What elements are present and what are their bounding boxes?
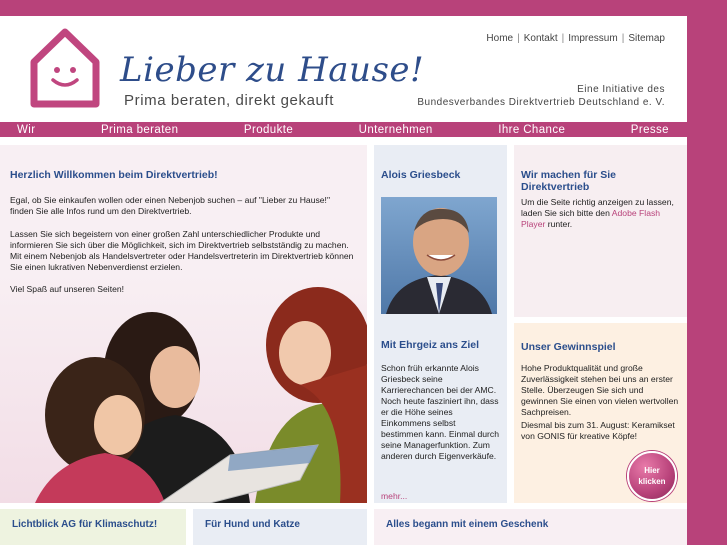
contest-paragraph-2: Diesmal bis zum 31. August: Keramikset von GONIS für kreative Köpfe! <box>521 420 675 441</box>
main-navigation <box>0 122 687 137</box>
teaser-geschenk-title: Alles begann mit einem Geschenk <box>386 519 549 530</box>
testimonial-heading: Mit Ehrgeiz ans Ziel <box>381 339 480 351</box>
nav-prima-beraten[interactable]: Prima beraten <box>100 123 179 136</box>
flash-panel-heading: Wir machen für Sie Direktvertrieb <box>521 169 617 193</box>
flash-panel-text <box>521 197 681 230</box>
testimonial-name: Alois Griesbeck <box>381 169 461 181</box>
flash-player-link[interactable]: Adobe Flash Player <box>521 208 661 229</box>
topnav-kontakt[interactable]: Kontakt <box>523 33 558 44</box>
cta-line1: Hier <box>644 466 660 475</box>
nav-presse[interactable]: Presse <box>630 123 669 136</box>
testimonial-panel <box>374 145 507 503</box>
women-reading-photo <box>0 275 367 503</box>
top-navigation: Home | Kontakt | Impressum | Sitemap <box>486 33 665 44</box>
teaser-hund-katze-title: Für Hund und Katze <box>205 519 300 530</box>
welcome-paragraph-1: Egal, ob Sie einkaufen wollen oder einen Nebenjob suchen – auf "Lieber zu Hause!" finden Sie alle Infos rund um den Direktvertrieb. <box>10 195 330 216</box>
initiative-note <box>417 83 665 109</box>
welcome-panel <box>0 145 367 503</box>
page <box>0 16 687 545</box>
teaser-lichtblick-title: Lichtblick AG für Klimaschutz! <box>12 519 158 530</box>
teaser-geschenk[interactable] <box>374 509 687 545</box>
nav-unternehmen[interactable]: Unternehmen <box>358 123 433 136</box>
logo-title[interactable]: Lieber zu Hause! <box>120 50 425 90</box>
contest-paragraph-1: Hohe Produktqualität und große Zuverlässigkeit stehen bei uns an erster Stelle. Überzeugen Sie sich und gewinnen Sie einen von vielen wertvollen Sachpreisen. <box>521 363 679 417</box>
initiative-line1: Eine Initiative des <box>577 84 665 95</box>
contest-panel <box>514 323 687 503</box>
teaser-lichtblick[interactable] <box>0 509 186 545</box>
flash-text-after: runter. <box>547 219 573 229</box>
nav-wir[interactable]: Wir <box>17 123 36 136</box>
contest-heading: Unser Gewinnspiel <box>521 341 616 353</box>
topnav-home[interactable]: Home <box>486 33 514 44</box>
portrait-photo <box>381 197 497 314</box>
more-link[interactable]: mehr... <box>381 491 408 501</box>
welcome-paragraph-2: Lassen Sie sich begeistern von einer großen Zahl unterschiedlicher Produkte und informieren Sie sich über die Möglichkeit, sich im Direktvertrieb selbstständig zu machen. Mit einem Nebenjob als Handelsvertreter oder Handelsvertreterin im Direktvertrieb können Sie einen lukrativen Nebenverdienst erzielen. <box>10 229 354 272</box>
topnav-impressum[interactable]: Impressum <box>568 33 618 44</box>
logo-tagline: Prima beraten, direkt gekauft <box>124 92 334 109</box>
welcome-heading: Herzlich Willkommen beim Direktvertrieb! <box>10 169 218 181</box>
flash-panel <box>514 145 687 317</box>
initiative-line2: Bundesverbandes Direktvertrieb Deutschland e. V. <box>417 97 665 108</box>
topnav-sitemap[interactable]: Sitemap <box>628 33 665 44</box>
nav-produkte[interactable]: Produkte <box>243 123 294 136</box>
testimonial-text: Schon früh erkannte Alois Griesbeck seine Karrierechancen bei der AMC. Noch heute fasziniert ihn, dass er die Höhe seines Einkommens selbst bestimmen kann. Einmal durch seine Managerfunktion. Zum anderen durch Eigenverkäufe. <box>381 363 499 461</box>
welcome-paragraph-3: Viel Spaß auf unseren Seiten! <box>10 284 125 294</box>
click-here-button[interactable] <box>627 451 677 501</box>
nav-ihre-chance[interactable]: Ihre Chance <box>498 123 566 136</box>
house-logo-icon[interactable] <box>30 28 100 108</box>
flash-text-before: Um die Seite richtig anzeigen zu lassen, laden Sie sich bitte den <box>521 197 674 218</box>
cta-line2: klicken <box>638 477 666 486</box>
teaser-hund-katze[interactable] <box>193 509 367 545</box>
